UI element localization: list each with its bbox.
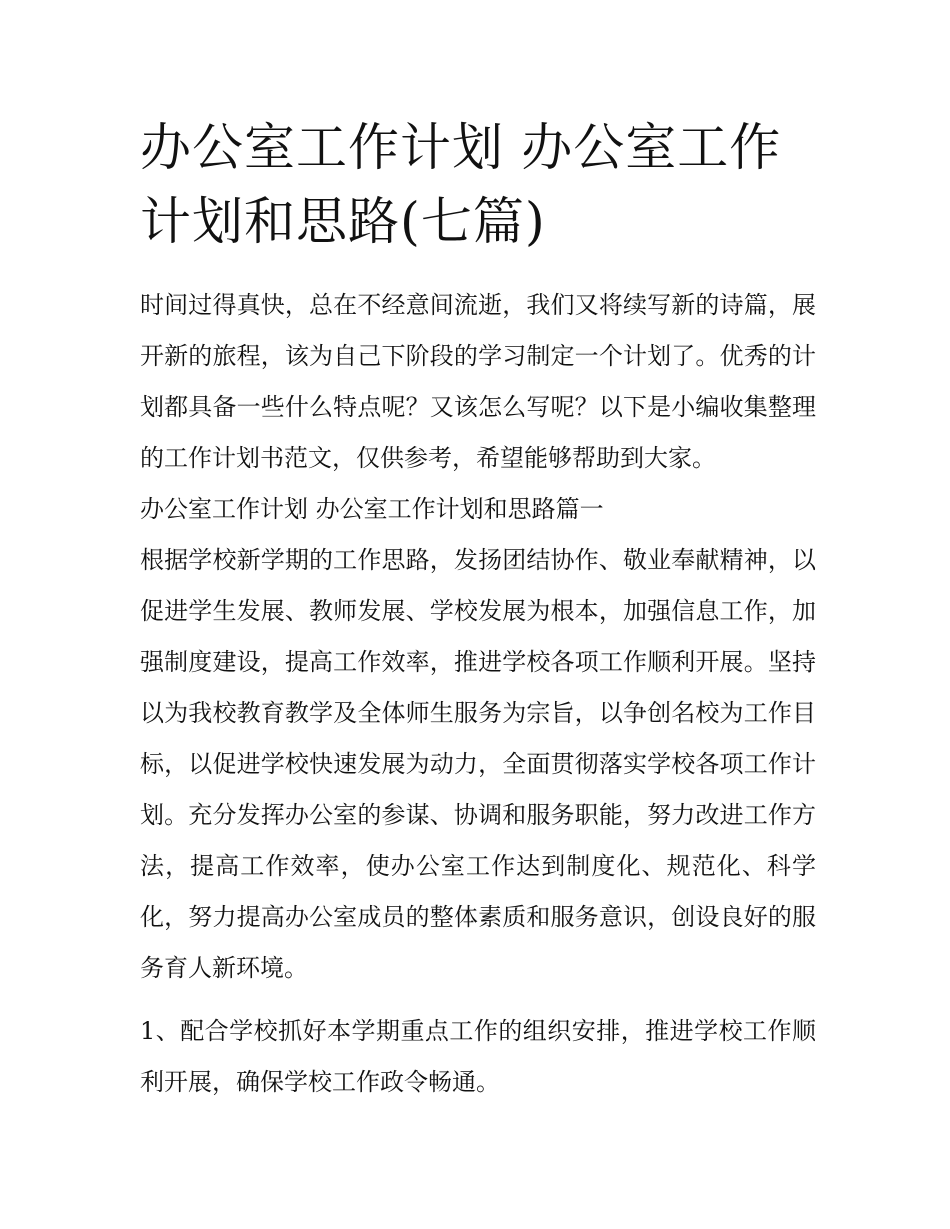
section-heading: 办公室工作计划 办公室工作计划和思路篇一 [140,495,604,523]
list-item-1: 1、配合学校抓好本学期重点工作的组织安排，推进学校工作顺利开展，确保学校工作政令畅通。 [140,1017,816,1096]
body-paragraph: 根据学校新学期的工作思路，发扬团结协作、敬业奉献精神，以促进学生发展、教师发展、学校发展为根本，加强信息工作，加强制度建设，提高工作效率，推进学校各项工作顺利开展。坚持以为我校教育教学及全体师生服务为宗旨，以争创名校为工作目标，以促进学校快速发展为动力，全面贯彻落实学校各项工作计划。充分发挥办公室的参谋、协调和服务职能，努力改进工作方法，提高工作效率，使办公室工作达到制度化、规范化、科学化，努力提高办公室成员的整体素质和服务意识，创设良好的服务育人新环境。 [140,546,816,982]
document-title: 办公室工作计划 办公室工作计划和思路(七篇) [140,119,782,252]
intro-paragraph: 时间过得真快，总在不经意间流逝，我们又将续写新的诗篇，展开新的旅程，该为自己下阶段的学习制定一个计划了。优秀的计划都具备一些什么特点呢？又该怎么写呢？以下是小编收集整理的工作计划书范文，仅供参考，希望能够帮助到大家。 [140,291,816,472]
document-page [140,112,816,1108]
document-body [140,280,816,1108]
